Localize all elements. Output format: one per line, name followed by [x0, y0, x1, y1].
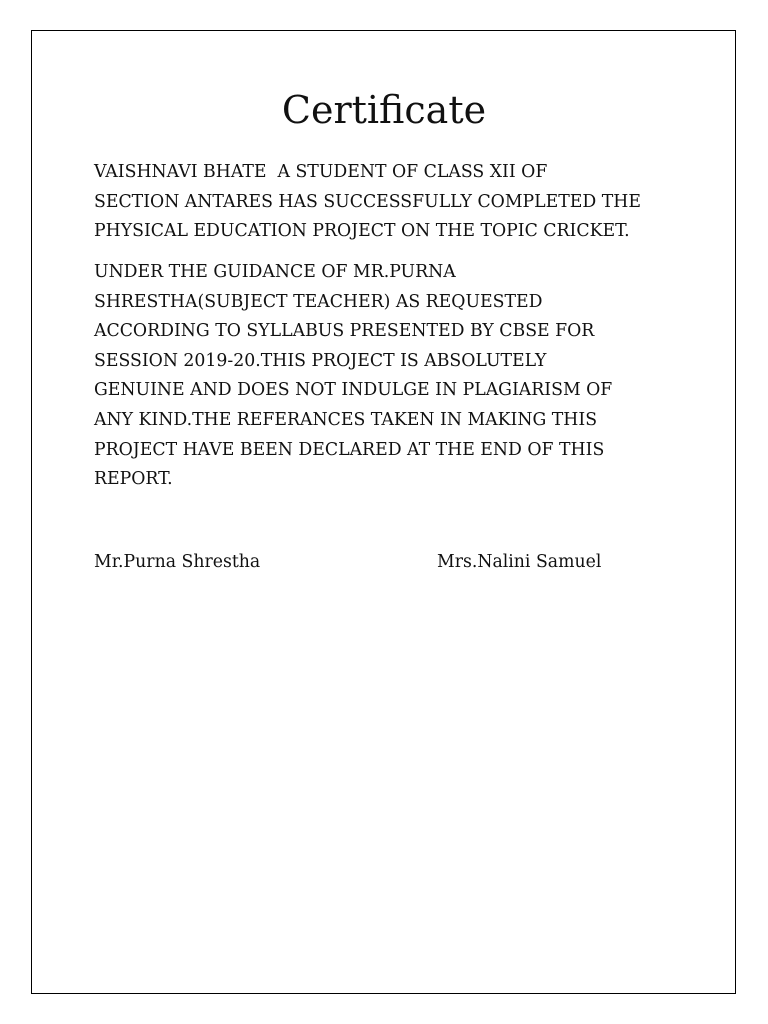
signatory-teacher: Mr.Purna Shrestha [94, 552, 261, 572]
certificate-paragraph-1: VAISHNAVI BHATE A STUDENT OF CLASS XII OF SECTION ANTARES HAS SUCCESSFULLY COMPLETED THE PHYSICAL EDUCATION PROJECT ON THE TOPIC CRICKET. [94, 162, 641, 242]
certificate-paragraph-2: UNDER THE GUIDANCE OF MR.PURNA SHRESTHA(SUBJECT TEACHER) AS REQUESTED ACCORDING TO SYLLABUS PRESENTED BY CBSE FOR SESSION 2019-20.THIS PROJECT IS ABSOLUTELY GENUINE AND DOES NOT INDULGE IN PLAGIARISM OF ANY KIND.THE REFERANCES TAKEN IN MAKING THIS PROJECT HAVE BEEN DECLARED AT THE END OF THIS REPORT. [94, 262, 613, 490]
signatory-principal: Mrs.Nalini Samuel [437, 552, 602, 572]
page-title: Certificate [281, 88, 487, 132]
